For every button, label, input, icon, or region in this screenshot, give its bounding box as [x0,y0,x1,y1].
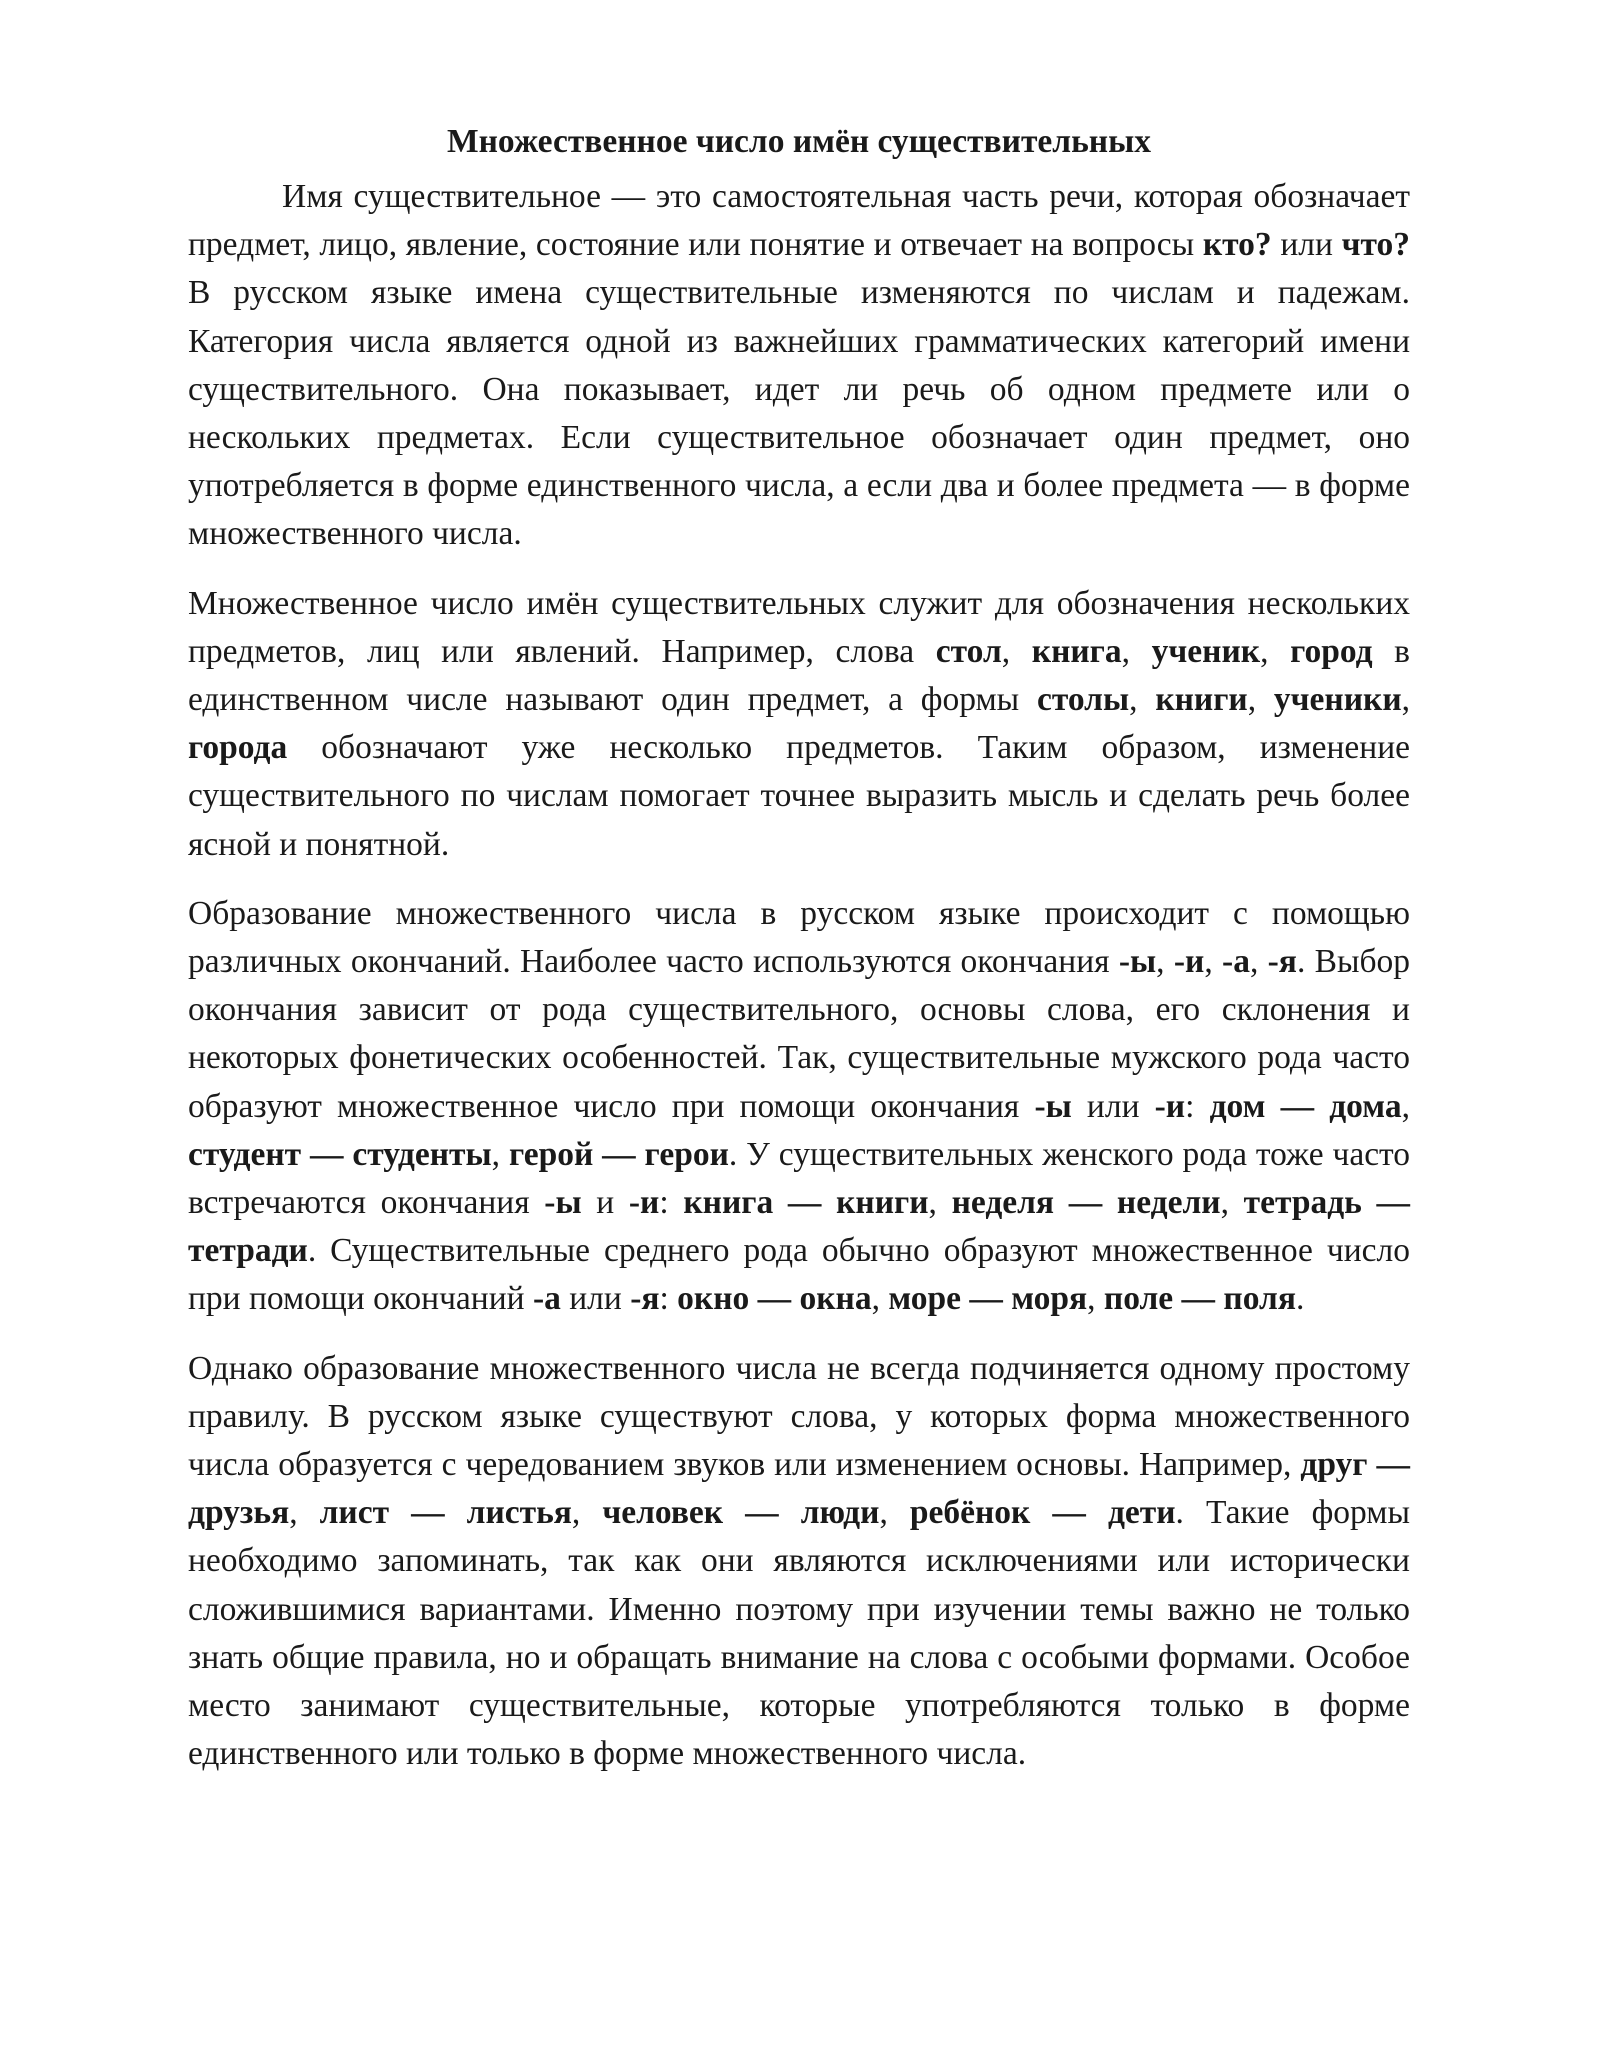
bold-term: что? [1341,226,1410,264]
bold-term: -ы [1118,943,1157,981]
paragraph-segment: : [659,1280,678,1318]
bold-term: ученик [1151,632,1261,670]
paragraph-segment: : [659,1184,684,1222]
paragraph-segment: , [928,1184,952,1222]
bold-term: стол [935,632,1002,670]
paragraph-segment: и [581,1184,629,1222]
bold-term: книга [1031,632,1122,670]
paragraph-segment: , [1204,943,1223,981]
bold-term: окно — окна [677,1280,872,1318]
bold-term: -и [628,1184,660,1222]
paragraph-segment: , [879,1494,910,1532]
paragraph-segment: , [1401,681,1410,719]
bold-term: лист — листья [319,1494,572,1532]
paragraph-segment: . Такие формы необходимо запоминать, так как они являются исключениями или исторически сложившимися вариантами. Именно поэтому при изучении темы важно не только знать общие правила, но и обращать внимание на слова с особыми формами. Особое место занимают существительные, которые употребляются только в форме единственного или только в форме множественного числа. [188,1494,1411,1773]
paragraph-segment: , [1247,681,1274,719]
paragraph-segment: . Выбор окончания зависит от рода существительного, основы слова, его склонения и некоторых фонетических особенностей. Так, существительные мужского рода часто образуют множественное число при помощи окончания [188,943,1411,1125]
paragraph-segment: Однако образование множественного числа не всегда подчиняется одному простому правилу. В русском языке существуют слова, у которых форма множественного числа образуется с чередованием звуков или изменением основы. Например, [188,1349,1410,1484]
bold-term: ученики [1273,681,1402,719]
bold-term: город [1290,632,1373,670]
bold-term: -и [1154,1087,1186,1125]
paragraph-segment: . У существительных женского рода тоже часто встречаются окончания [188,1135,1411,1222]
bold-term: -ы [1034,1087,1072,1125]
bold-term: человек — люди [602,1494,880,1532]
bold-term: неделя — недели [951,1184,1221,1222]
bold-term: -а [1222,943,1250,981]
paragraph-segment: обозначают уже несколько предметов. Таким образом, изменение существительного по числам помогает точнее выразить мысль и сделать речь более ясной и понятной. [188,729,1410,863]
bold-term: -ы [544,1184,582,1222]
paragraph-segment: , [491,1135,509,1173]
bold-term: города [188,729,288,767]
paragraph-segment: , [289,1494,320,1532]
bold-term: ребёнок — дети [909,1494,1176,1532]
paragraph-segment: , [1121,632,1152,670]
paragraph-segment: , [1260,632,1291,670]
paragraph-segment: или [1271,226,1342,264]
paragraph-segment: или [1071,1087,1155,1125]
paragraph-segment: Имя существительное — это самостоятельная часть речи, которая обозначает предмет, лицо, явление, состояние или понятие и отвечает на вопросы [188,178,1410,264]
bold-term: море — моря [888,1280,1088,1318]
paragraph-segment: . [1295,1280,1305,1318]
paragraph-segment: : [1185,1087,1210,1125]
paragraph-segment: Множественное число имён существительных служит для обозначения нескольких предметов, лиц или явлений. Например, слова [188,584,1410,670]
paragraph-segment: , [1401,1087,1411,1125]
paragraph-segment: , [1129,681,1156,719]
paragraph-segment: В русском языке имена существительные изменяются по числам и падежам. Категория числа является одной из важнейших грамматических категорий имени существительного. Она показывает, идет ли речь об одном предмете или о нескольких предметах. Если существительное обозначает один предмет, оно употребляется в форме единственного числа, а если два и более предмета — в форме множественного числа. [188,274,1410,553]
bold-term: -я [1267,943,1297,981]
paragraph-segment: , [871,1280,889,1318]
bold-term: друг — друзья [188,1446,1410,1532]
bold-term: студент — студенты [188,1135,492,1173]
document-title: Множественное число имён существительных [447,123,1151,160]
paragraph-segment: Образование множественного числа в русском языке происходит с помощью различных окончаний. Наиболее часто используются окончания [188,894,1410,981]
bold-term: книги [1155,681,1248,719]
document-page [188,118,1410,1800]
bold-term: дом — дома [1209,1087,1402,1125]
paragraph-segment: , [571,1494,603,1532]
bold-term: поле — поля [1103,1280,1296,1318]
paragraph-segment: в единственном числе называют один предмет, а формы [188,632,1411,719]
bold-term: -я [630,1280,660,1318]
paragraph-segment: , [1249,943,1268,981]
bold-term: -а [532,1280,561,1318]
paragraph-segment: , [1001,632,1032,670]
bold-term: герой — герои [508,1135,729,1173]
paragraph-2 [188,580,1410,869]
bold-term: книга — книги [683,1184,929,1222]
bold-term: кто? [1202,226,1272,264]
bold-term: столы [1036,681,1130,719]
paragraph-1 [188,173,1410,559]
paragraph-3 [188,890,1410,1324]
bold-term: -и [1173,943,1205,981]
paragraph-segment: , [1220,1184,1244,1222]
paragraph-segment: или [560,1280,631,1318]
paragraph-4 [188,1345,1410,1779]
paragraph-segment: , [1156,943,1174,981]
bold-term: тетрадь — тетради [188,1184,1411,1270]
paragraph-segment: . Существительные среднего рода обычно образуют множественное число при помощи окончаний [188,1232,1410,1318]
paragraph-segment: , [1087,1280,1104,1318]
